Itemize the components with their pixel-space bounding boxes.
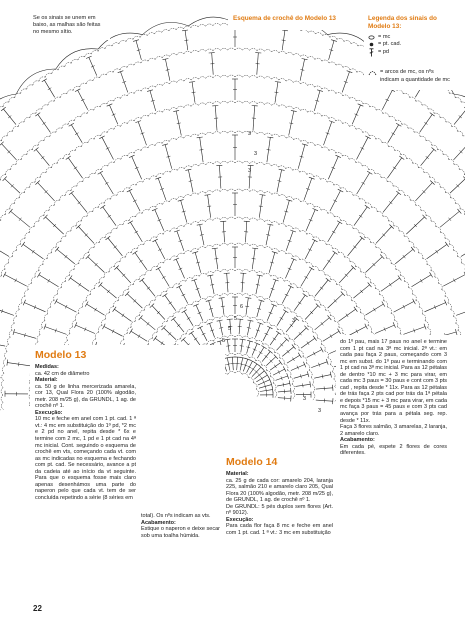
chart-row-number: 5 xyxy=(228,326,232,332)
model13-measures-label: Medidas: xyxy=(35,364,59,370)
model14-right-text2: Faça 3 flores salmão, 3 amarelas, 2 laranja, 2 amarelo claro. xyxy=(340,424,447,437)
model13-measures: ca. 42 cm de diâmetro xyxy=(35,370,90,377)
legend-item-arc xyxy=(368,69,450,83)
model14-right-column xyxy=(340,339,447,457)
chart-row-number: 3 xyxy=(248,168,252,174)
chart-row-number: 3 xyxy=(303,396,307,402)
model14-material: ca. 25 g de cada cor: amarelo 204, laranja 225, salmão 210 e amarelo claro 205, Qual Flora 20 (100% algodão, metr. 208 m/25 g), de GRUNDL, 1 ag. de crochê nº 1. xyxy=(226,477,333,504)
model14-right-text: do 1º pau, mais 17 paus no anel e termine com 1 pt cad na 3ª mc inicial. 2ª vt.: em cada pau faça 2 paus, começando com 3 mc em subst. do 1º pau e terminando com 1 pt cad na 3ª mc inicial. Para as 12 pétalas de dentro *10 mc + 3 mc para virar, em cada mc 3 paus = 30 paus e cont com 3 pts cad , repita desde * 11x. Para as 12 pétalas de trás faça 2 pts cad por trás da 1ª pétala e depois *15 mc + 3 mc para virar, em cada mc faça 3 paus = 45 paus e com 3 pts cad avança por trás para a pétala seg. rep. desde * 11x. xyxy=(340,339,447,424)
chain-arc-icon xyxy=(368,69,377,76)
legend-text-arc: = arcos de mc, os nºs indicam a quantidade de mc xyxy=(380,69,450,83)
chart-row-number: 3 xyxy=(292,318,296,324)
chain-stitch-icon xyxy=(368,35,375,40)
model14-execution-label: Execução: xyxy=(226,516,254,523)
slip-stitch-icon xyxy=(368,42,375,47)
legend-text-dc: = pd xyxy=(378,49,390,56)
chart-row-number: 6 xyxy=(240,304,244,310)
model14-title: Modelo 14 xyxy=(226,456,278,468)
double-crochet-icon xyxy=(368,48,375,57)
model13-material-label: Material: xyxy=(35,377,58,384)
chart-row-number: 5 xyxy=(222,338,226,344)
model14-execution: Para cada flor faça 8 mc e feche em anel com 1 pt. cad. 1 ª vt.: 3 mc em substituição xyxy=(226,523,333,536)
legend-item-chain xyxy=(368,34,450,41)
model14-finishing-label: Acabamento: xyxy=(340,437,375,444)
model13-finishing: Estique o naperon e deixe secar sob uma toalha húmida. xyxy=(141,526,220,539)
chart-row-number: 5 xyxy=(234,316,238,322)
chart-row-number: 3 xyxy=(248,131,252,137)
model13-text-cont xyxy=(141,513,220,539)
diagram-title: Esquema de crochê do Modelo 13 xyxy=(233,15,336,22)
legend-item-dc xyxy=(368,48,450,57)
legend-title: Legenda dos sinais do Modelo 13: xyxy=(368,15,437,30)
model13-execution-label: Execução: xyxy=(35,409,63,416)
chart-row-number: 3 xyxy=(318,408,322,414)
model13-text xyxy=(35,364,136,501)
legend-text-chain: = mc xyxy=(378,34,391,40)
model13-material: ca. 50 g de linha mercerizada amarela, cor 13, Qual Flora 20 (100% algodão, metr. 208 m/25 g), da GRUNDL, 1 ag. de crochê nº 1. xyxy=(35,383,136,410)
model13-cont: total). Os nºs indicam as vts. xyxy=(141,513,211,519)
legend-text-sc: = pt. cad. xyxy=(378,41,402,48)
legend xyxy=(368,15,450,84)
intro-note: Se os sinais se unem em baixo, as malhas são feitas no mesmo sítio. xyxy=(33,15,101,35)
model13-finishing-label: Acabamento: xyxy=(141,519,176,526)
model14-flowers: De GRUNDL: 5 pés duplos sem flores (Art. nº 9012). xyxy=(226,503,333,517)
chart-row-number: 3 xyxy=(254,151,258,157)
legend-item-sc xyxy=(368,41,450,48)
model14-finishing: Em cada pé, espete 2 flores de cores diferentes. xyxy=(340,443,447,457)
model13-title: Modelo 13 xyxy=(35,349,87,361)
model14-material-label: Material: xyxy=(226,471,249,477)
page-number: 22 xyxy=(33,604,42,613)
model13-execution: 10 mc e feche em anel com 1 pt. cad. 1 ª vt.: 4 mc em substituição do 1º pd, *2 mc e 2 pd no anel, repita desde * 6x e termine com 2 mc, 1 pd e 1 pt cad na 4ª mc inicial. Cont. seguindo o esquema de crochê em vts, começando cada vt. com as mc indicadas no esquema e fechando com pt. cad. Se necessário, avance a pt da cadeia até ao início da vt seguinte. Para que o esquema fosse mais claro apenas desenhámos uma parte do naperon pelo que cada vt. tem de ser concluída repetindo a série (8 séries em xyxy=(35,416,136,501)
model14-text xyxy=(226,471,333,536)
